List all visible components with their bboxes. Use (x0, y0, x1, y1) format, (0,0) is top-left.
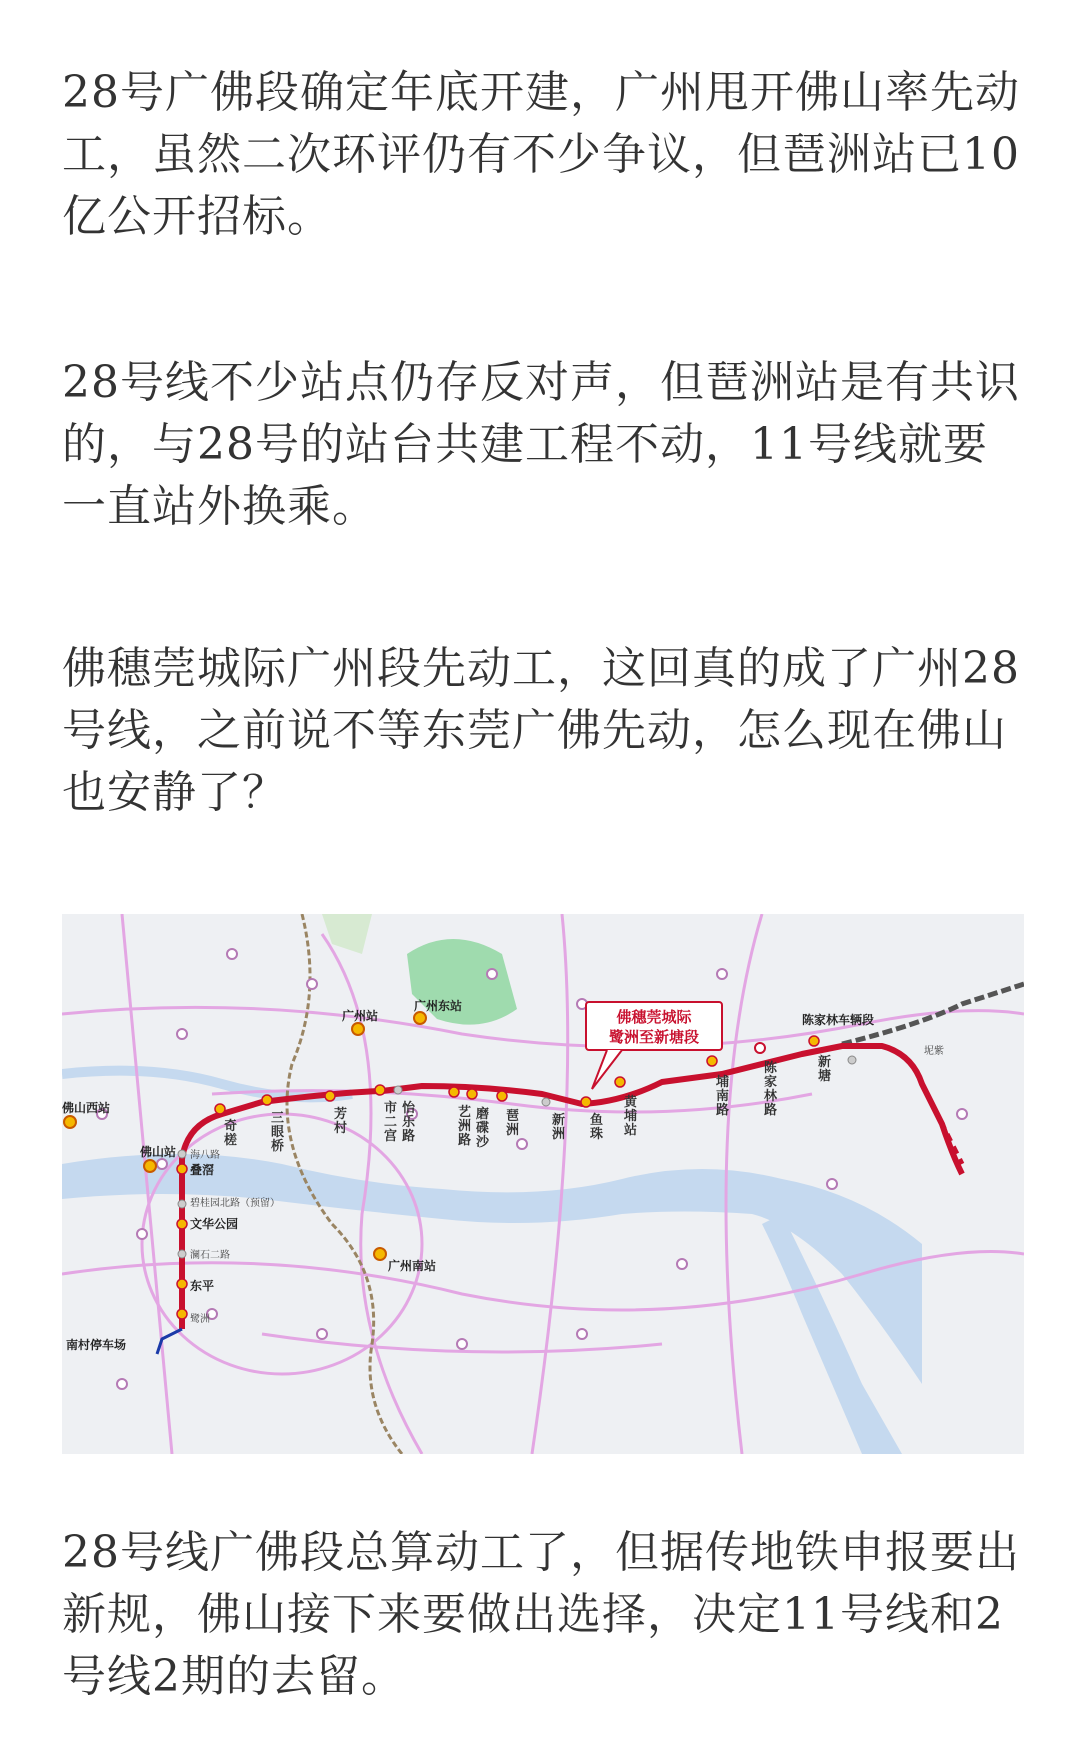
station-label-13: 新塘 (818, 1055, 832, 1084)
station-label-8: 新洲 (552, 1113, 566, 1142)
station-label-3: 市二宫 (384, 1101, 398, 1144)
station-label-south-4: 澜石二路 (190, 1250, 230, 1261)
station-label-2: 芳村 (334, 1107, 348, 1136)
station-label-south-6: 鹭洲 (190, 1314, 210, 1325)
foshan-west-station-marker (64, 1116, 76, 1128)
station-label-south-2: 碧桂园北路（预留） (190, 1198, 280, 1209)
label-foshan-west-station: 佛山西站 (62, 1101, 111, 1115)
station-label-0: 奇槎 (224, 1119, 238, 1148)
station-label-7: 琶洲 (506, 1109, 520, 1138)
paragraph-2: 28号线不少站点仍存反对声，但琶洲站是有共识的，与28号的站台共建工程不动，11号线就要一直站外换乘。 (62, 357, 1020, 532)
station-label-south-1: 叠滘 (190, 1163, 215, 1177)
label-guangzhou-east-station: 广州东站 (414, 999, 463, 1013)
station-label-11: 埔南路 (716, 1075, 730, 1118)
guangzhou-south-station-marker (374, 1248, 386, 1260)
station-label-12: 陈家林路 (764, 1061, 778, 1118)
guangzhou-station-marker (352, 1023, 364, 1035)
station-label-south-3: 文华公园 (190, 1217, 239, 1231)
label-other: 坭紫 (924, 1046, 944, 1057)
paragraph-4: 28号线广佛段总算动工了，但据传地铁申报要出新规，佛山接下来要做出选择，决定11号线和2号线2期的去留。 (62, 1527, 1020, 1702)
station-label-9: 鱼珠 (590, 1113, 604, 1142)
paragraph-1: 28号广佛段确定年底开建，广州甩开佛山率先动工，虽然二次环评仍有不少争议，但琶洲站已10亿公开招标。 (62, 67, 1020, 242)
label-depot-south: 南村停车场 (66, 1338, 127, 1352)
paragraph-3: 佛穗莞城际广州段先动工，这回真的成了广州28号线，之前说不等东莞广佛先动，怎么现在佛山也安静了？ (62, 643, 1020, 818)
station-label-1: 三眼桥 (271, 1111, 285, 1154)
callout-line-1: 佛穗莞城际 (616, 1008, 692, 1026)
station-label-5: 艺洲路 (458, 1105, 472, 1148)
station-label-6: 磨碟沙 (476, 1107, 490, 1150)
foshan-station-marker (144, 1160, 156, 1172)
guangzhou-east-station-marker (414, 1012, 426, 1024)
label-guangzhou-south-station: 广州南站 (388, 1259, 437, 1273)
label-depot-east: 陈家林车辆段 (802, 1013, 875, 1027)
label-foshan-station: 佛山站 (140, 1145, 177, 1159)
station-label-south-5: 东平 (190, 1279, 215, 1293)
station-label-4: 怡乐路 (402, 1101, 416, 1144)
callout-line-2: 鹭洲至新塘段 (608, 1028, 700, 1046)
label-guangzhou-station: 广州站 (342, 1009, 379, 1023)
station-label-10: 黄埔站 (624, 1095, 638, 1138)
station-label-south-0: 海八路 (190, 1150, 220, 1161)
metro-line-map (62, 914, 1024, 1454)
